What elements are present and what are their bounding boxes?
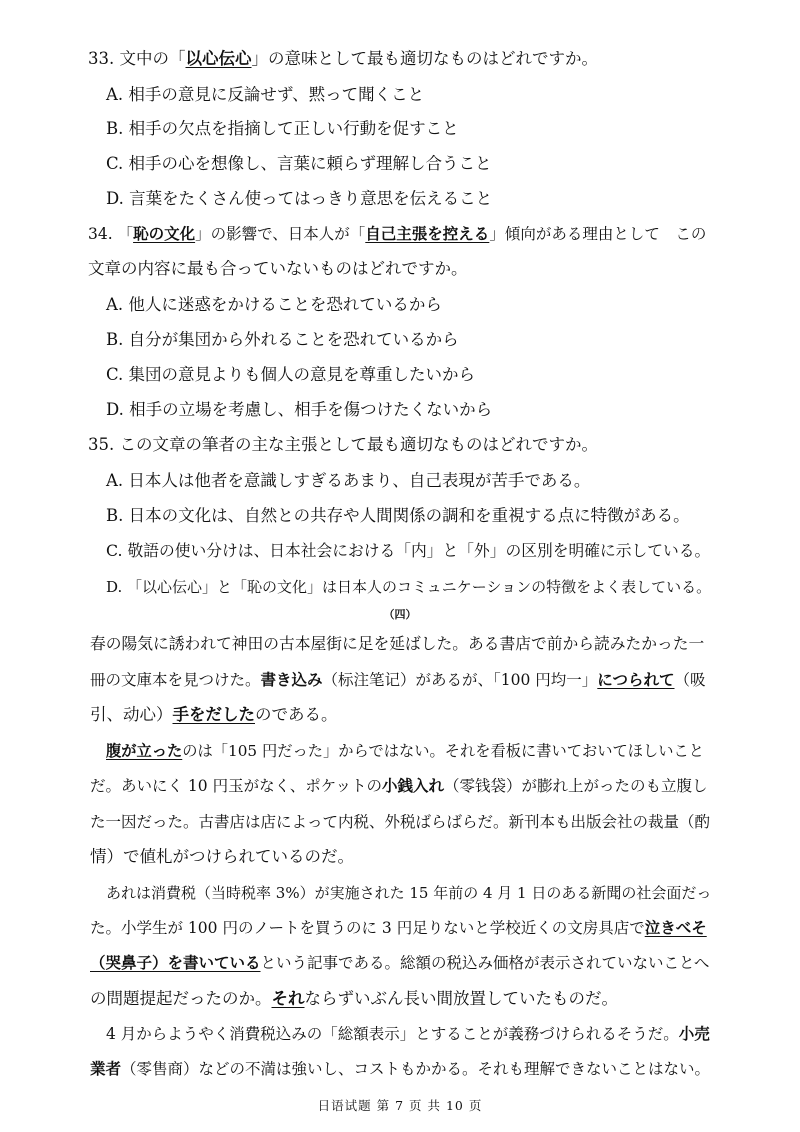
q35-option-d: D. 「以心伝心」と「恥の文化」は日本人のコミュニケーションの特徴をよく表している。 [106,578,712,596]
vocab-sore: それ [271,989,305,1008]
q33-term: 以心伝心 [185,49,252,68]
passage-p2-line2 [90,775,708,797]
q34-stem-mid: 」の影響で、日本人が「 [195,225,366,243]
q33-option-a: A. 相手の意見に反論せず、黙って聞くこと [106,85,425,104]
p2-l2c: （零钱袋）が膨れ上がったのも立腹し [444,777,708,795]
p4-l2b: （零售商）などの不満は強いし、コストもかかる。それも理解できないことはない。 [121,1060,711,1078]
q34-term-2: 自己主張を控える [365,224,490,243]
q34-stem-pre: 34. 「 [88,225,134,243]
p2-l1b: のは「105 円だった」からではない。それを看板に書いておいてほしいこと [182,742,705,760]
passage-p4-line2 [90,1058,710,1080]
p3-l3b: という記事である。総額の税込み価格が表示されていないことへ [260,954,710,972]
q33-stem-post: 」の意味として最も適切なものはどれですか。 [251,49,598,68]
passage-p4-line1 [106,1023,710,1045]
q33-option-b: B. 相手の欠点を指摘して正しい行動を促すこと [106,119,459,138]
vocab-tsurarete: につられて [597,670,675,689]
vocab-kubishi: （哭鼻子）を書いている [90,953,261,972]
question-34-stem-line2: 文章の内容に最も合っていないものはどれですか。 [88,259,468,278]
q34-option-a: A. 他人に迷惑をかけることを恐れているから [106,295,442,314]
vocab-kouri: 小売 [678,1024,710,1043]
p1-l2a: 冊の文庫本を見つけた。 [90,671,261,689]
passage-p1-line1: 春の陽気に誘われて神田の古本屋街に足を延ばした。ある書店で前から読みたかった一 [90,634,705,653]
q35-option-c: C. 敬語の使い分けは、日本社会における「内」と「外」の区別を明確に示している。 [106,541,711,560]
q34-option-b: B. 自分が集団から外れることを恐れているから [106,330,459,349]
passage-p3-line2 [90,917,707,939]
q34-option-c: C. 集団の意見よりも個人の意見を尊重したいから [106,365,476,384]
q33-option-c: C. 相手の心を想像し、言葉に頼らず理解し合うこと [106,154,492,173]
section-title: （四） [383,608,417,621]
vocab-te-wo-dashita: 手をだした [172,705,255,724]
p3-l4c: ならずいぶん長い間放置していたものだ。 [304,989,618,1008]
q34-option-d: D. 相手の立場を考慮し、相手を傷つけたくないから [106,400,493,419]
q34-term-1: 恥の文化 [133,224,196,243]
page-footer: 日语试题 第 7 页 共 10 页 [317,1098,483,1113]
p1-l3a: 引、动心） [90,705,173,724]
q33-option-d: D. 言葉をたくさん使ってはっきり意思を伝えること [106,189,493,208]
q35-option-a: A. 日本人は他者を意識しすぎるあまり、自己表現が苦手である。 [106,471,591,490]
question-34-stem [88,223,706,245]
passage-p2-line3: た一因だった。古書店は店によって内税、外税ばらばらだ。新刊本も出版会社の裁量（酌 [90,813,711,831]
question-35-stem: 35. この文章の筆者の主な主張として最も適切なものはどれですか。 [88,435,598,454]
vocab-nakibeso: 泣きべそ [644,918,707,937]
vocab-gyousha: 業者 [90,1059,122,1078]
passage-p1-line2 [90,669,706,691]
p1-l3c: のである。 [255,705,338,724]
q35-option-b: B. 日本の文化は、自然との共存や人間関係の調和を重視する点に特徴がある。 [106,506,690,525]
vocab-hara-ga-tatta: 腹が立った [106,742,183,760]
p3-l2a: た。小学生が 100 円のノートを買うのに 3 円足りないと学校近くの文房具店で [90,919,645,937]
passage-p2-line4: 情）で値札がつけられているのだ。 [90,847,354,866]
passage-p3-line4 [90,988,618,1010]
passage-p3-line3 [90,952,709,974]
p3-l4a: の問題提起だったのか。 [90,989,272,1008]
p4-l1a: 4 月からようやく消費税込みの「総額表示」とすることが義務づけられるそうだ。 [106,1025,679,1043]
p1-l2c: （标注笔记）があるが、「100 円均一」 [322,671,598,689]
p1-l2e: （吸 [674,671,706,689]
passage-p2-line1 [106,740,704,762]
q33-stem-pre: 33. 文中の「 [88,49,186,68]
passage-p1-line3 [90,704,338,726]
passage-p3-line1: あれは消費税（当時税率 3%）が実施された 15 年前の 4 月 1 日のある新聞の社会面だっ [106,884,712,902]
q34-stem-post: 」傾向がある理由として この [489,225,707,243]
vocab-kakikomi: 書き込み [260,670,323,689]
vocab-kozeni-ire: 小銭入れ [382,776,445,795]
question-33-stem [88,48,598,70]
p2-l2a: だ。あいにく 10 円玉がなく、ポケットの [90,777,382,795]
